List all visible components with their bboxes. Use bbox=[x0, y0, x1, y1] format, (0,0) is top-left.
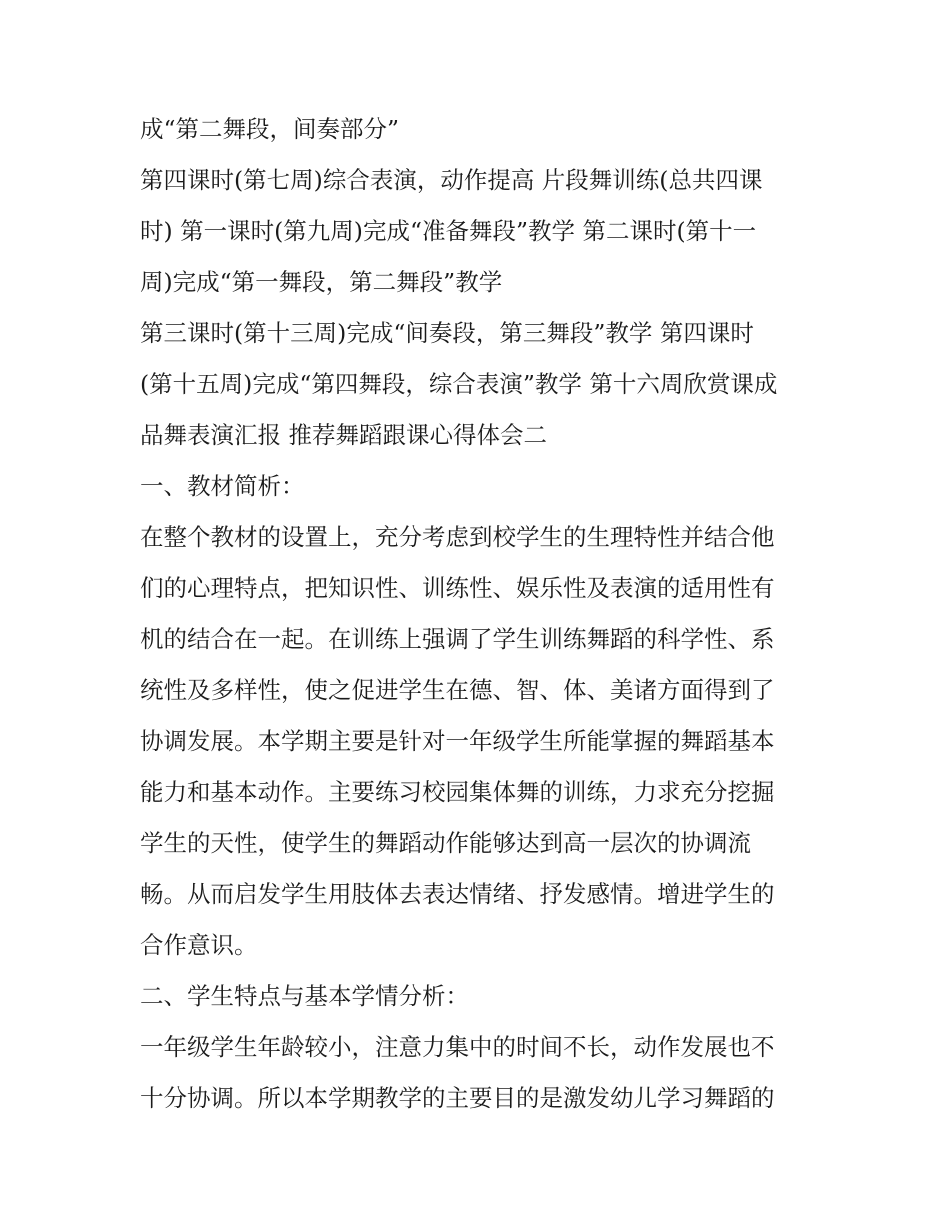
section-heading: 二、学生特点与基本学情分析： bbox=[140, 982, 469, 1010]
text-line: 第三课时(第十三周)完成“间奏段，第三舞段”教学 第四课时 bbox=[140, 319, 754, 347]
text-line: 合作意识。 bbox=[140, 931, 258, 959]
text-line: 机的结合在一起。在训练上强调了学生训练舞蹈的科学性、系 bbox=[140, 625, 775, 653]
text-line: 成“第二舞段，间奏部分” bbox=[140, 115, 400, 143]
section-heading: 一、教材简析： bbox=[140, 472, 305, 500]
text-line: 周)完成“第一舞段，第二舞段”教学 bbox=[140, 268, 503, 296]
text-line: (第十五周)完成“第四舞段，综合表演”教学 第十六周欣赏课成 bbox=[140, 370, 778, 398]
text-line: 第四课时(第七周)综合表演，动作提高 片段舞训练(总共四课 bbox=[140, 166, 763, 194]
text-line: 十分协调。所以本学期教学的主要目的是激发幼儿学习舞蹈的 bbox=[140, 1084, 775, 1112]
text-line: 统性及多样性，使之促进学生在德、智、体、美诸方面得到了 bbox=[140, 676, 775, 704]
text-line: 协调发展。本学期主要是针对一年级学生所能掌握的舞蹈基本 bbox=[140, 727, 775, 755]
text-line: 畅。从而启发学生用肢体去表达情绪、抒发感情。增进学生的 bbox=[140, 880, 775, 908]
text-line: 一年级学生年龄较小，注意力集中的时间不长，动作发展也不 bbox=[140, 1033, 775, 1061]
document-body bbox=[140, 104, 820, 1124]
text-line: 时) 第一课时(第九周)完成“准备舞段”教学 第二课时(第十一 bbox=[140, 217, 757, 245]
text-line: 学生的天性，使学生的舞蹈动作能够达到高一层次的协调流 bbox=[140, 829, 751, 857]
text-line: 们的心理特点，把知识性、训练性、娱乐性及表演的适用性有 bbox=[140, 574, 775, 602]
text-line: 在整个教材的设置上，充分考虑到校学生的生理特性并结合他 bbox=[140, 523, 775, 551]
text-line: 能力和基本动作。主要练习校园集体舞的训练，力求充分挖掘 bbox=[140, 778, 775, 806]
text-line: 品舞表演汇报 推荐舞蹈跟课心得体会二 bbox=[140, 421, 547, 449]
